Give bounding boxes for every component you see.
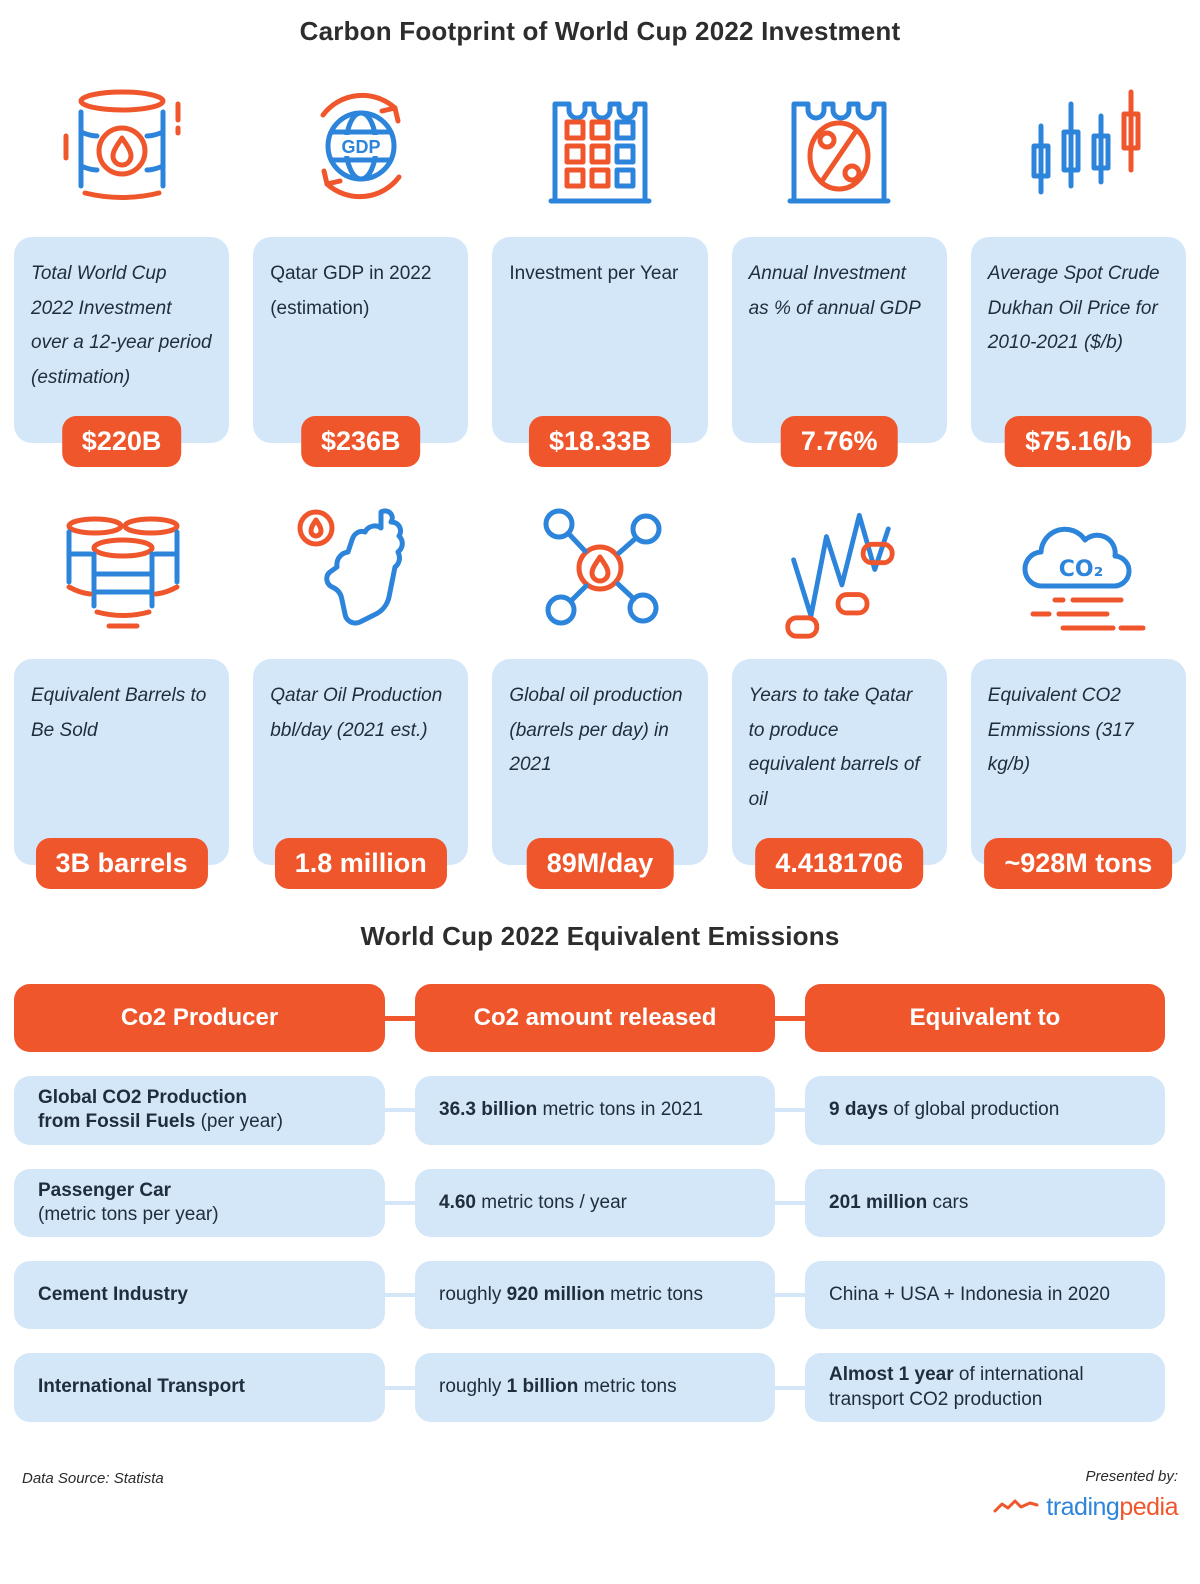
gdp-label: GDP <box>341 136 381 157</box>
brand-pedia: pedia <box>1119 1492 1178 1521</box>
stat-card-value: $75.16/b <box>1005 416 1152 467</box>
emissions-section-title: World Cup 2022 Equivalent Emissions <box>360 921 840 951</box>
stat-card-equivalent-barrels <box>14 493 229 878</box>
stat-card-body <box>253 237 468 456</box>
stat-card-label: Years to take Qatar to produce equivalent barrels of oil <box>748 685 920 810</box>
stats-row-1 <box>14 71 1186 456</box>
producer-cell: Passenger Car (metric tons per year) <box>14 1169 385 1238</box>
stat-card-value: $18.33B <box>529 416 671 467</box>
barrels-stack-icon <box>14 493 229 643</box>
equivalent-cell: Almost 1 year of international transport CO2 production <box>805 1353 1165 1422</box>
stat-card-label: Investment per Year <box>509 263 679 284</box>
stat-card-label: Equivalent CO2 Emmissions (317 kg/b) <box>987 685 1134 776</box>
amount-cell: 36.3 billion metric tons in 2021 <box>415 1076 775 1145</box>
row-connector <box>775 1386 805 1390</box>
tradingpedia-logo <box>992 1493 1178 1522</box>
row-connector <box>385 1293 415 1297</box>
calendar-percent-icon <box>732 71 947 221</box>
stat-card-label: Total World Cup 2022 Investment over a 12-year period (estimation) <box>31 263 212 388</box>
co2-label: CO₂ <box>1059 556 1104 582</box>
producer-cell: Cement Industry <box>14 1261 385 1329</box>
molecule-icon <box>492 493 707 643</box>
stat-card-value: 7.76% <box>781 416 898 467</box>
row-connector <box>775 1108 805 1112</box>
co2-cloud-icon <box>971 493 1186 643</box>
gdp-globe-icon <box>253 71 468 221</box>
stat-card-body <box>732 659 947 878</box>
stat-card-label: Average Spot Crude Dukhan Oil Price for 2010-2021 ($/b) <box>987 263 1160 354</box>
stat-card-value: 3B barrels <box>36 838 208 889</box>
stat-card-body <box>971 237 1186 456</box>
stat-card-global-oil-production <box>492 493 707 878</box>
stat-card-oil-price <box>971 71 1186 456</box>
row-connector <box>775 1201 805 1205</box>
stat-card-body <box>14 237 229 456</box>
stat-card-body <box>492 237 707 456</box>
stat-card-value: $236B <box>301 416 421 467</box>
stats-row-2 <box>14 493 1186 878</box>
stat-card-total-investment <box>14 71 229 456</box>
row-connector <box>385 1201 415 1205</box>
stat-card-qatar-oil-production <box>253 493 468 878</box>
emissions-header-row <box>14 984 1186 1052</box>
header-connector <box>385 1016 415 1021</box>
stat-card-value: 4.4181706 <box>755 838 923 889</box>
header-connector <box>775 1016 805 1021</box>
presented-by-block <box>992 1468 1178 1522</box>
stat-card-value: $220B <box>62 416 182 467</box>
emissions-row-international-transport <box>14 1353 1186 1422</box>
row-connector <box>385 1108 415 1112</box>
stat-card-body <box>492 659 707 878</box>
stat-card-qatar-gdp <box>253 71 468 456</box>
stat-card-body <box>732 237 947 456</box>
calendar-grid-icon <box>492 71 707 221</box>
header-co2-producer: Co2 Producer <box>14 984 385 1052</box>
header-co2-amount: Co2 amount released <box>415 984 775 1052</box>
stat-card-label: Global oil production (barrels per day) in 2021 <box>509 685 683 776</box>
brand-trading: trading <box>1046 1492 1120 1521</box>
header-equivalent-to: Equivalent to <box>805 984 1165 1052</box>
emissions-row-passenger-car <box>14 1169 1186 1238</box>
stat-card-value: 1.8 million <box>275 838 447 889</box>
amount-cell: roughly 920 million metric tons <box>415 1261 775 1329</box>
oil-barrel-icon <box>14 71 229 221</box>
equivalent-cell: 9 days of global production <box>805 1076 1165 1145</box>
row-connector <box>775 1293 805 1297</box>
data-source: Data Source: Statista <box>22 1469 164 1487</box>
row-connector <box>385 1386 415 1390</box>
stat-card-annual-investment-pct <box>732 71 947 456</box>
amount-cell: 4.60 metric tons / year <box>415 1169 775 1238</box>
presented-by-label: Presented by: <box>1085 1467 1178 1485</box>
stat-card-body <box>14 659 229 878</box>
stat-card-years-to-produce <box>732 493 947 878</box>
amount-cell: roughly 1 billion metric tons <box>415 1353 775 1422</box>
page-title: Carbon Footprint of World Cup 2022 Investment <box>299 16 901 46</box>
stat-card-value: ~928M tons <box>984 838 1172 889</box>
stat-card-body <box>971 659 1186 878</box>
producer-cell: Global CO2 Production from Fossil Fuels (per year) <box>14 1076 385 1145</box>
stat-card-investment-per-year <box>492 71 707 456</box>
equivalent-cell: China + USA + Indonesia in 2020 <box>805 1261 1165 1329</box>
equivalent-cell: 201 million cars <box>805 1169 1165 1238</box>
squiggle-line-icon <box>992 1497 1040 1517</box>
stat-card-body <box>253 659 468 878</box>
stat-card-label: Qatar Oil Production bbl/day (2021 est.) <box>270 685 443 741</box>
stat-card-label: Qatar GDP in 2022 (estimation) <box>270 263 432 319</box>
emissions-row-cement-industry <box>14 1261 1186 1329</box>
emissions-row-fossil-fuels <box>14 1076 1186 1145</box>
stat-card-value: 89M/day <box>527 838 674 889</box>
footer <box>14 1468 1186 1522</box>
stat-card-label: Equivalent Barrels to Be Sold <box>31 685 207 741</box>
stat-card-label: Annual Investment as % of annual GDP <box>748 263 921 319</box>
qatar-map-icon <box>253 493 468 643</box>
candlestick-chart-icon <box>971 71 1186 221</box>
stat-card-co2-emissions <box>971 493 1186 878</box>
zigzag-chart-icon <box>732 493 947 643</box>
producer-cell: International Transport <box>14 1353 385 1422</box>
